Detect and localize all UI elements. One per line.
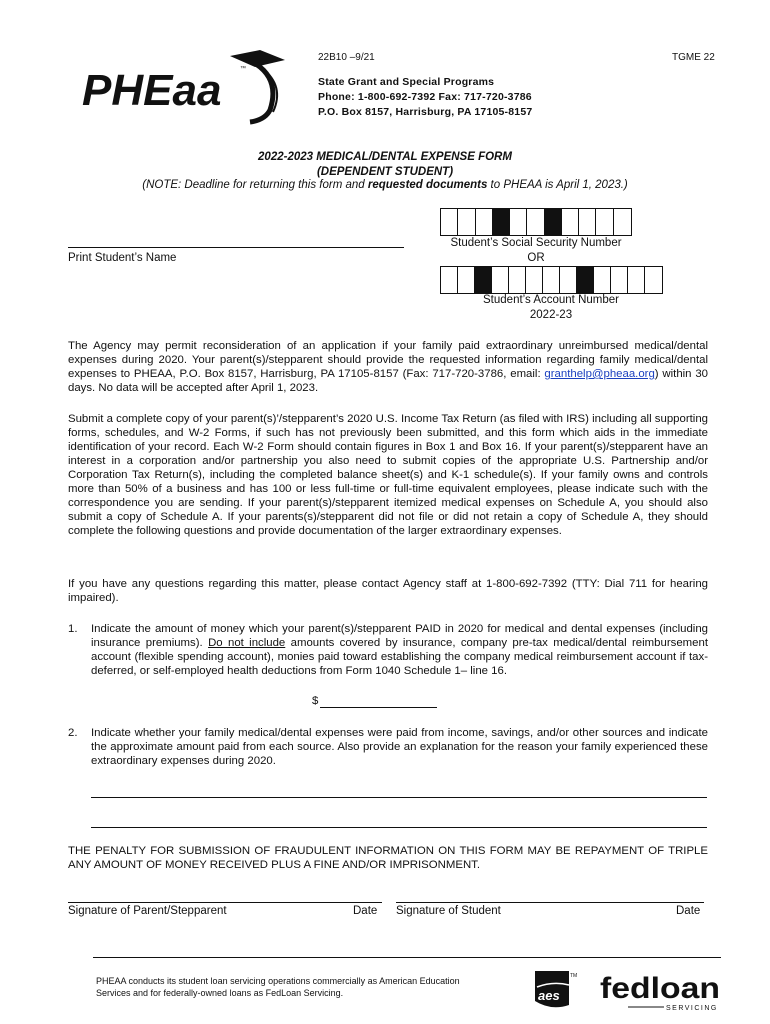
ssn-separator <box>545 209 562 235</box>
account-digit-box[interactable] <box>560 267 577 293</box>
fedloan-sub-text: SERVICING <box>666 1005 718 1012</box>
deadline-note: (NOTE: Deadline for returning this form and requested documents to PHEAA is April 1, 2023.) <box>142 179 628 191</box>
form-id: TGME 22 <box>672 52 715 63</box>
question-2-answer-line-1[interactable] <box>91 797 707 798</box>
student-name-label: Print Student’s Name <box>68 252 177 264</box>
ssn-label: Student’s Social Security Number <box>450 237 622 249</box>
ssn-digit-box[interactable] <box>527 209 544 235</box>
aes-logo-text: aes <box>538 988 560 1003</box>
email-link[interactable]: granthelp@pheaa.org <box>544 368 655 380</box>
paragraph-submit: Submit a complete copy of your parent(s)’/stepparent’s 2020 U.S. Income Tax Return (as filed with IRS) including all supporting forms, schedules, and W-2 Forms, if such has not previously been submitted, and this form which aids in the immediate identification of your record. Each W-2 Form should contain figures in Box 1 and Box 16. If your parent(s)/stepparent have an interest in a corporation and/or partnership you also need to submit copies of the appropriate U.S. Partnership and/or Corporation Tax Return(s), including the completed balance sheet(s) and K-1 schedule(s). If your family owns and controls more than 50% of a business and has 100 or less full-time or full-time equivalent employees, please indicate such with the correspondence you are sending. If your parent(s)/stepparent itemized medical expenses on Schedule A, you should also submit a copy of Schedule A. If your parents(s)/stepparent did not file or did not retain a copy of Schedule A, they should complete the following questions and provide documentation of the larger extraordinary expenses. <box>68 413 708 537</box>
footer-text: PHEAA conducts its student loan servicing operations commercially as American Education Services and for federally-owned loans as FedLoan Servicing. <box>96 976 460 998</box>
account-year: 2022-23 <box>529 309 573 321</box>
parent-signature-label: Signature of Parent/Stepparent <box>68 905 227 917</box>
ssn-digit-box[interactable] <box>579 209 596 235</box>
account-digit-box[interactable] <box>628 267 645 293</box>
paragraph-questions: If you have any questions regarding this matter, please contact Agency staff at 1-800-692-7392 (TTY: Dial 711 for hearing impaired). <box>68 578 708 604</box>
account-digit-box[interactable] <box>458 267 475 293</box>
parent-signature-line[interactable] <box>68 902 382 903</box>
question-2-number: 2. <box>68 727 78 739</box>
form-title-line-1: 2022-2023 MEDICAL/DENTAL EXPENSE FORM <box>258 151 512 163</box>
penalty-statement: THE PENALTY FOR SUBMISSION OF FRAUDULENT INFORMATION ON THIS FORM MAY BE REPAYMENT OF TRIPLE ANY AMOUNT OF MONEY RECEIVED PLUS A FINE AND/OR IMPRISONMENT. <box>68 845 708 871</box>
account-digit-box[interactable] <box>543 267 560 293</box>
student-signature-line[interactable] <box>396 902 704 903</box>
form-code: 22B10 –9/21 <box>318 52 375 63</box>
ssn-digit-box[interactable] <box>614 209 631 235</box>
org-info <box>318 75 532 120</box>
student-date-label: Date <box>676 905 701 917</box>
aes-logo <box>533 969 579 1009</box>
account-digit-box[interactable] <box>509 267 526 293</box>
student-signature-label: Signature of Student <box>396 905 501 917</box>
pheaa-logo <box>80 50 290 125</box>
account-separator <box>475 267 492 293</box>
ssn-digit-box[interactable] <box>458 209 475 235</box>
or-label: OR <box>527 252 545 264</box>
ssn-digit-box[interactable] <box>441 209 458 235</box>
paragraph-reconsideration: The Agency may permit reconsideration of an application if your family paid extraordinary unreimbursed medical/dental expenses during 2020. Your parent(s)/stepparent should provide the requested information regarding family medical/dental expenses to PHEAA, P.O. Box 8157, Harrisburg, PA 17105-8157 (Fax: 717-720-3786, email: granthelp@pheaa.org) within 30 days. No data will be accepted after April 1, 2023. <box>68 340 708 394</box>
pheaa-logo-text: PHEaa <box>82 66 222 115</box>
ssn-grid[interactable] <box>440 208 632 236</box>
org-line-2: Phone: 1-800-692-7392 Fax: 717-720-3786 <box>318 91 532 103</box>
account-digit-box[interactable] <box>611 267 628 293</box>
org-line-3: P.O. Box 8157, Harrisburg, PA 17105-8157 <box>318 106 533 118</box>
question-1-text: Indicate the amount of money which your parent(s)/stepparent PAID in 2020 for medical and dental expenses (including insurance premiums). Do not include amounts covered by insurance, company pre-tax medical/dental reimbursement account (flexible spending account), monies paid toward establishing the company medical reimbursement account if tax-deferred, or self-employed health deductions from Form 1040 Schedule 1– line 16. <box>91 623 708 677</box>
account-label: Student’s Account Number <box>483 294 619 306</box>
aes-tm: TM <box>570 973 578 979</box>
ssn-digit-box[interactable] <box>596 209 613 235</box>
question-2-text: Indicate whether your family medical/dental expenses were paid from income, savings, and/or other sources and indicate the approximate amount paid from each source. Also provide an explanation for the reason your family experienced these extraordinary expenses during 2020. <box>91 727 708 767</box>
account-separator <box>577 267 594 293</box>
question-2-answer-line-2[interactable] <box>91 827 707 828</box>
account-digit-box[interactable] <box>526 267 543 293</box>
question-1-number: 1. <box>68 623 78 635</box>
account-digit-box[interactable] <box>645 267 662 293</box>
account-digit-box[interactable] <box>492 267 509 293</box>
ssn-separator <box>493 209 510 235</box>
footer-divider <box>93 957 721 958</box>
account-number-grid[interactable] <box>440 266 663 294</box>
question-1-dollar: $ <box>312 695 319 707</box>
org-line-1: State Grant and Special Programs <box>318 76 495 88</box>
account-digit-box[interactable] <box>441 267 458 293</box>
student-name-line[interactable] <box>68 247 404 248</box>
form-title-line-2: (DEPENDENT STUDENT) <box>316 166 454 178</box>
ssn-digit-box[interactable] <box>510 209 527 235</box>
account-digit-box[interactable] <box>594 267 611 293</box>
ssn-digit-box[interactable] <box>562 209 579 235</box>
parent-date-label: Date <box>353 905 378 917</box>
ssn-digit-box[interactable] <box>476 209 493 235</box>
fedloan-logo <box>600 968 725 1014</box>
question-1-amount-line[interactable] <box>320 707 437 708</box>
form-title <box>0 150 770 180</box>
fedloan-logo-text: fedloan <box>600 972 720 1005</box>
svg-text:™: ™ <box>240 66 246 72</box>
